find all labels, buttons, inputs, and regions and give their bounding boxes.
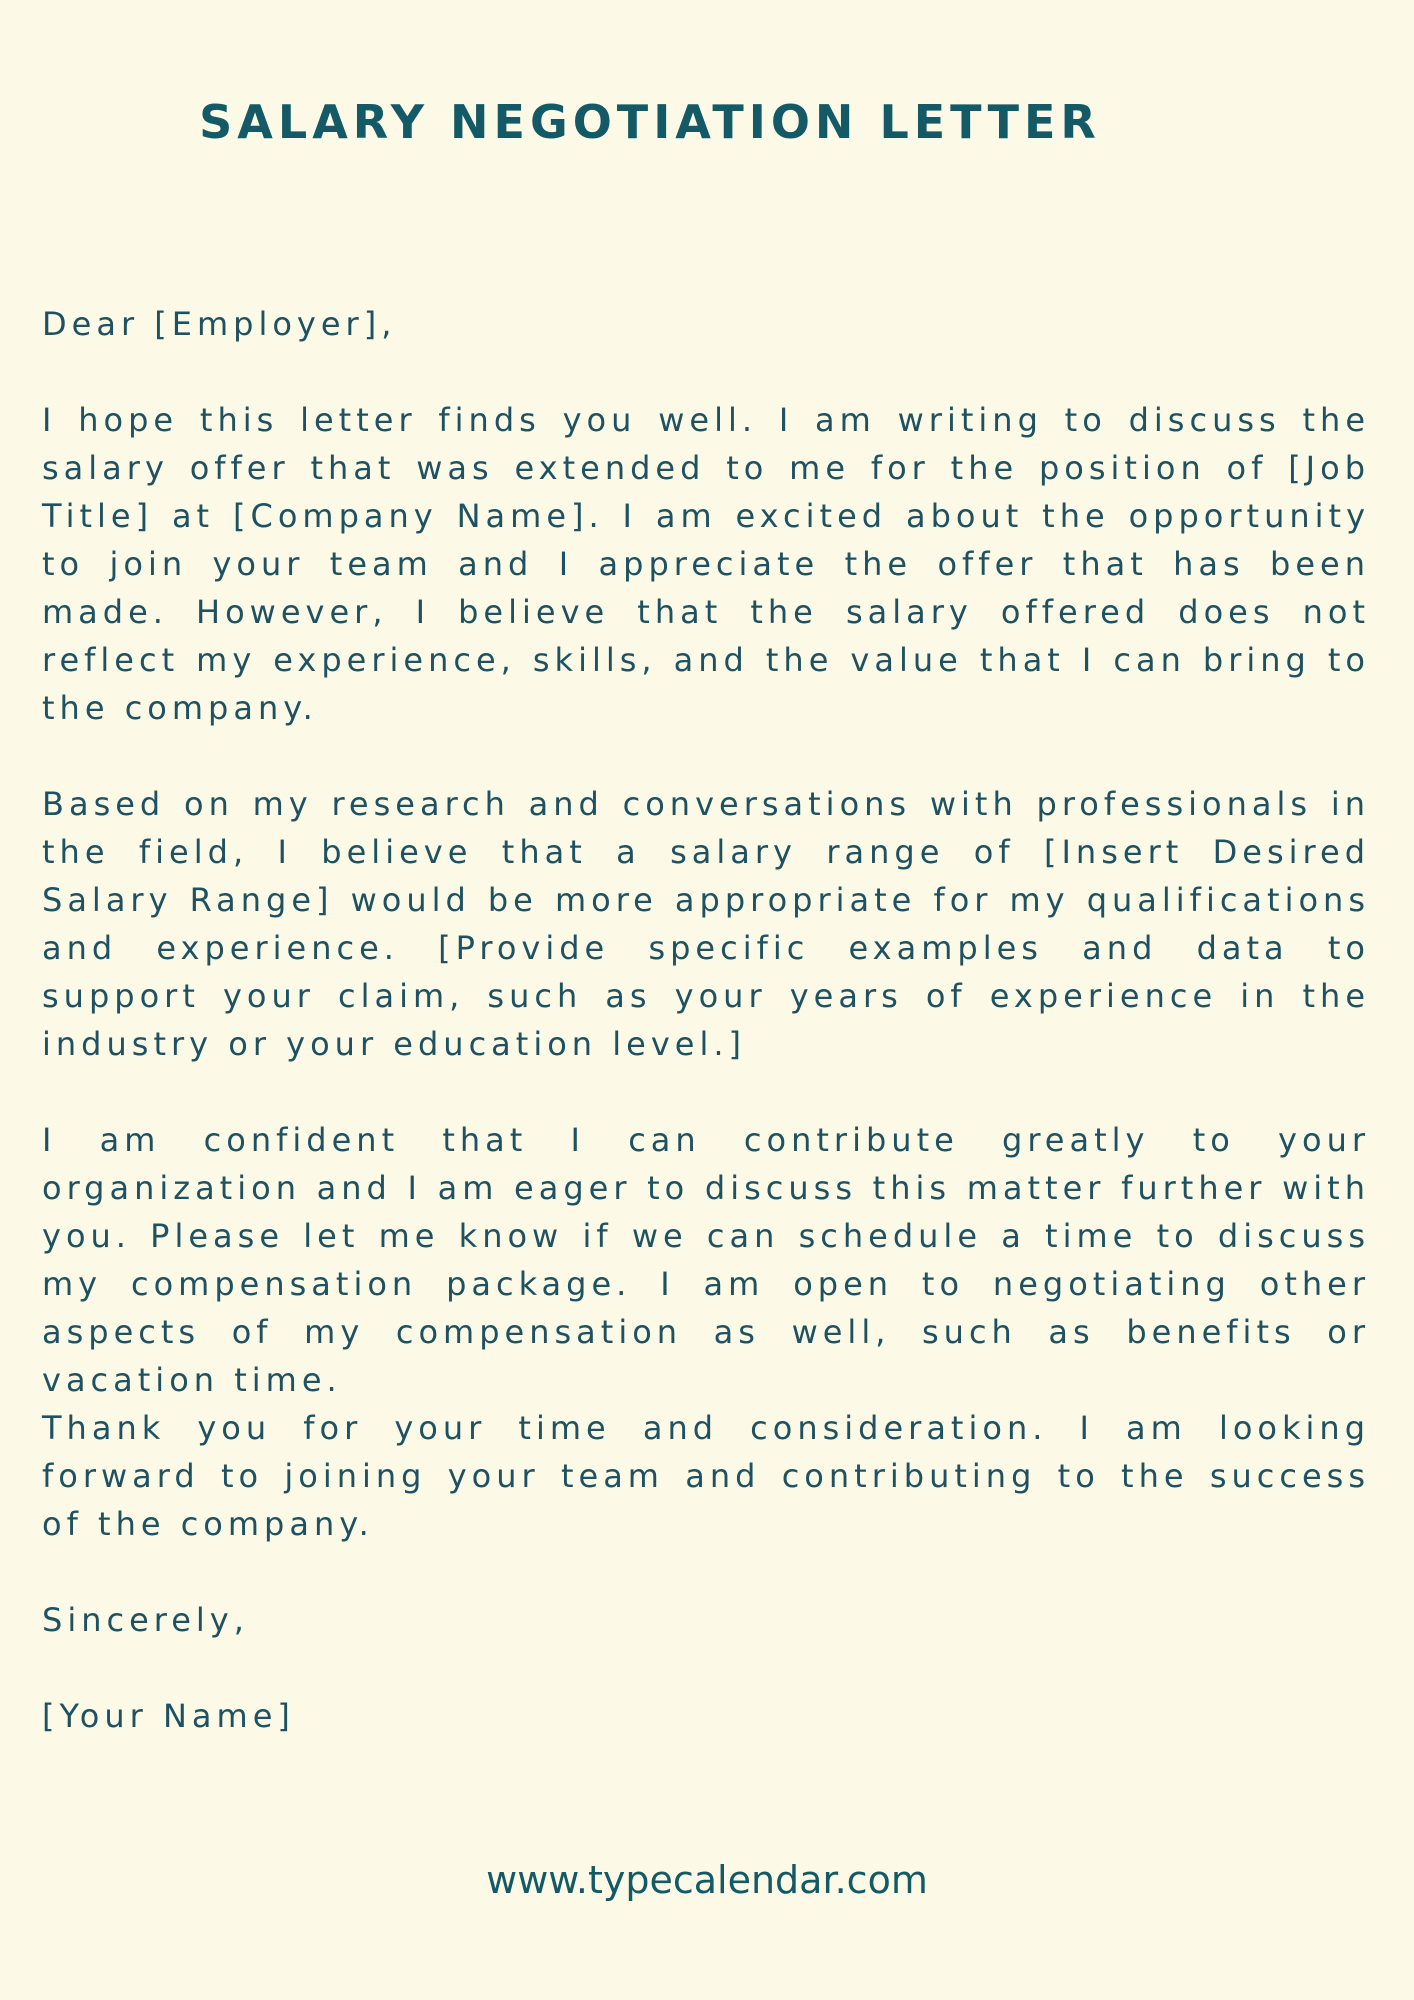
paragraph-line: reflect my experience, skills, and the value that I can bring to [42,641,1370,679]
paragraph-line: made. However, I believe that the salary offered does not [42,593,1370,631]
paragraph-line: Based on my research and conversations with professionals in [42,785,1370,823]
paragraph-line: forward to joining your team and contributing to the success [42,1457,1370,1495]
paragraph-line: to join your team and I appreciate the offer that has been [42,545,1370,583]
paragraph-line: my compensation package. I am open to negotiating other [42,1265,1370,1303]
paragraph-line: vacation time. [42,1361,342,1399]
paragraph-line: I am confident that I can contribute greatly to your [42,1121,1370,1159]
closing: Sincerely, [42,1601,249,1639]
paragraph-1 [42,396,1370,732]
paragraph-line: the company. [42,689,318,727]
signature: [Your Name] [42,1697,295,1735]
greeting: Dear [Employer], [42,305,397,343]
letter-title: SALARY NEGOTIATION LETTER [199,95,1101,149]
paragraph-line: and experience. [Provide specific examples and data to [42,929,1370,967]
paragraph-3 [42,1116,1370,1548]
paragraph-line: Salary Range] would be more appropriate for my qualifications [42,881,1370,919]
letter-body [42,300,1370,1740]
footer-url[interactable]: www.typecalendar.com [486,1858,928,1902]
paragraph-line: industry or your education level.] [42,1025,746,1063]
paragraph-2 [42,780,1370,1068]
paragraph-line: the field, I believe that a salary range of [Insert Desired [42,833,1370,871]
paragraph-line: Thank you for your time and consideration. I am looking [42,1409,1370,1447]
paragraph-line: you. Please let me know if we can schedule a time to discuss [42,1217,1370,1255]
paragraph-line: of the company. [42,1505,374,1543]
paragraph-line: aspects of my compensation as well, such as benefits or [42,1313,1370,1351]
paragraph-line: Title] at [Company Name]. I am excited about the opportunity [42,497,1370,535]
paragraph-line: organization and I am eager to discuss this matter further with [42,1169,1370,1207]
paragraph-line: support your claim, such as your years of experience in the [42,977,1370,1015]
paragraph-line: I hope this letter finds you well. I am writing to discuss the [42,401,1370,439]
paragraph-line: salary offer that was extended to me for the position of [Job [42,449,1370,487]
